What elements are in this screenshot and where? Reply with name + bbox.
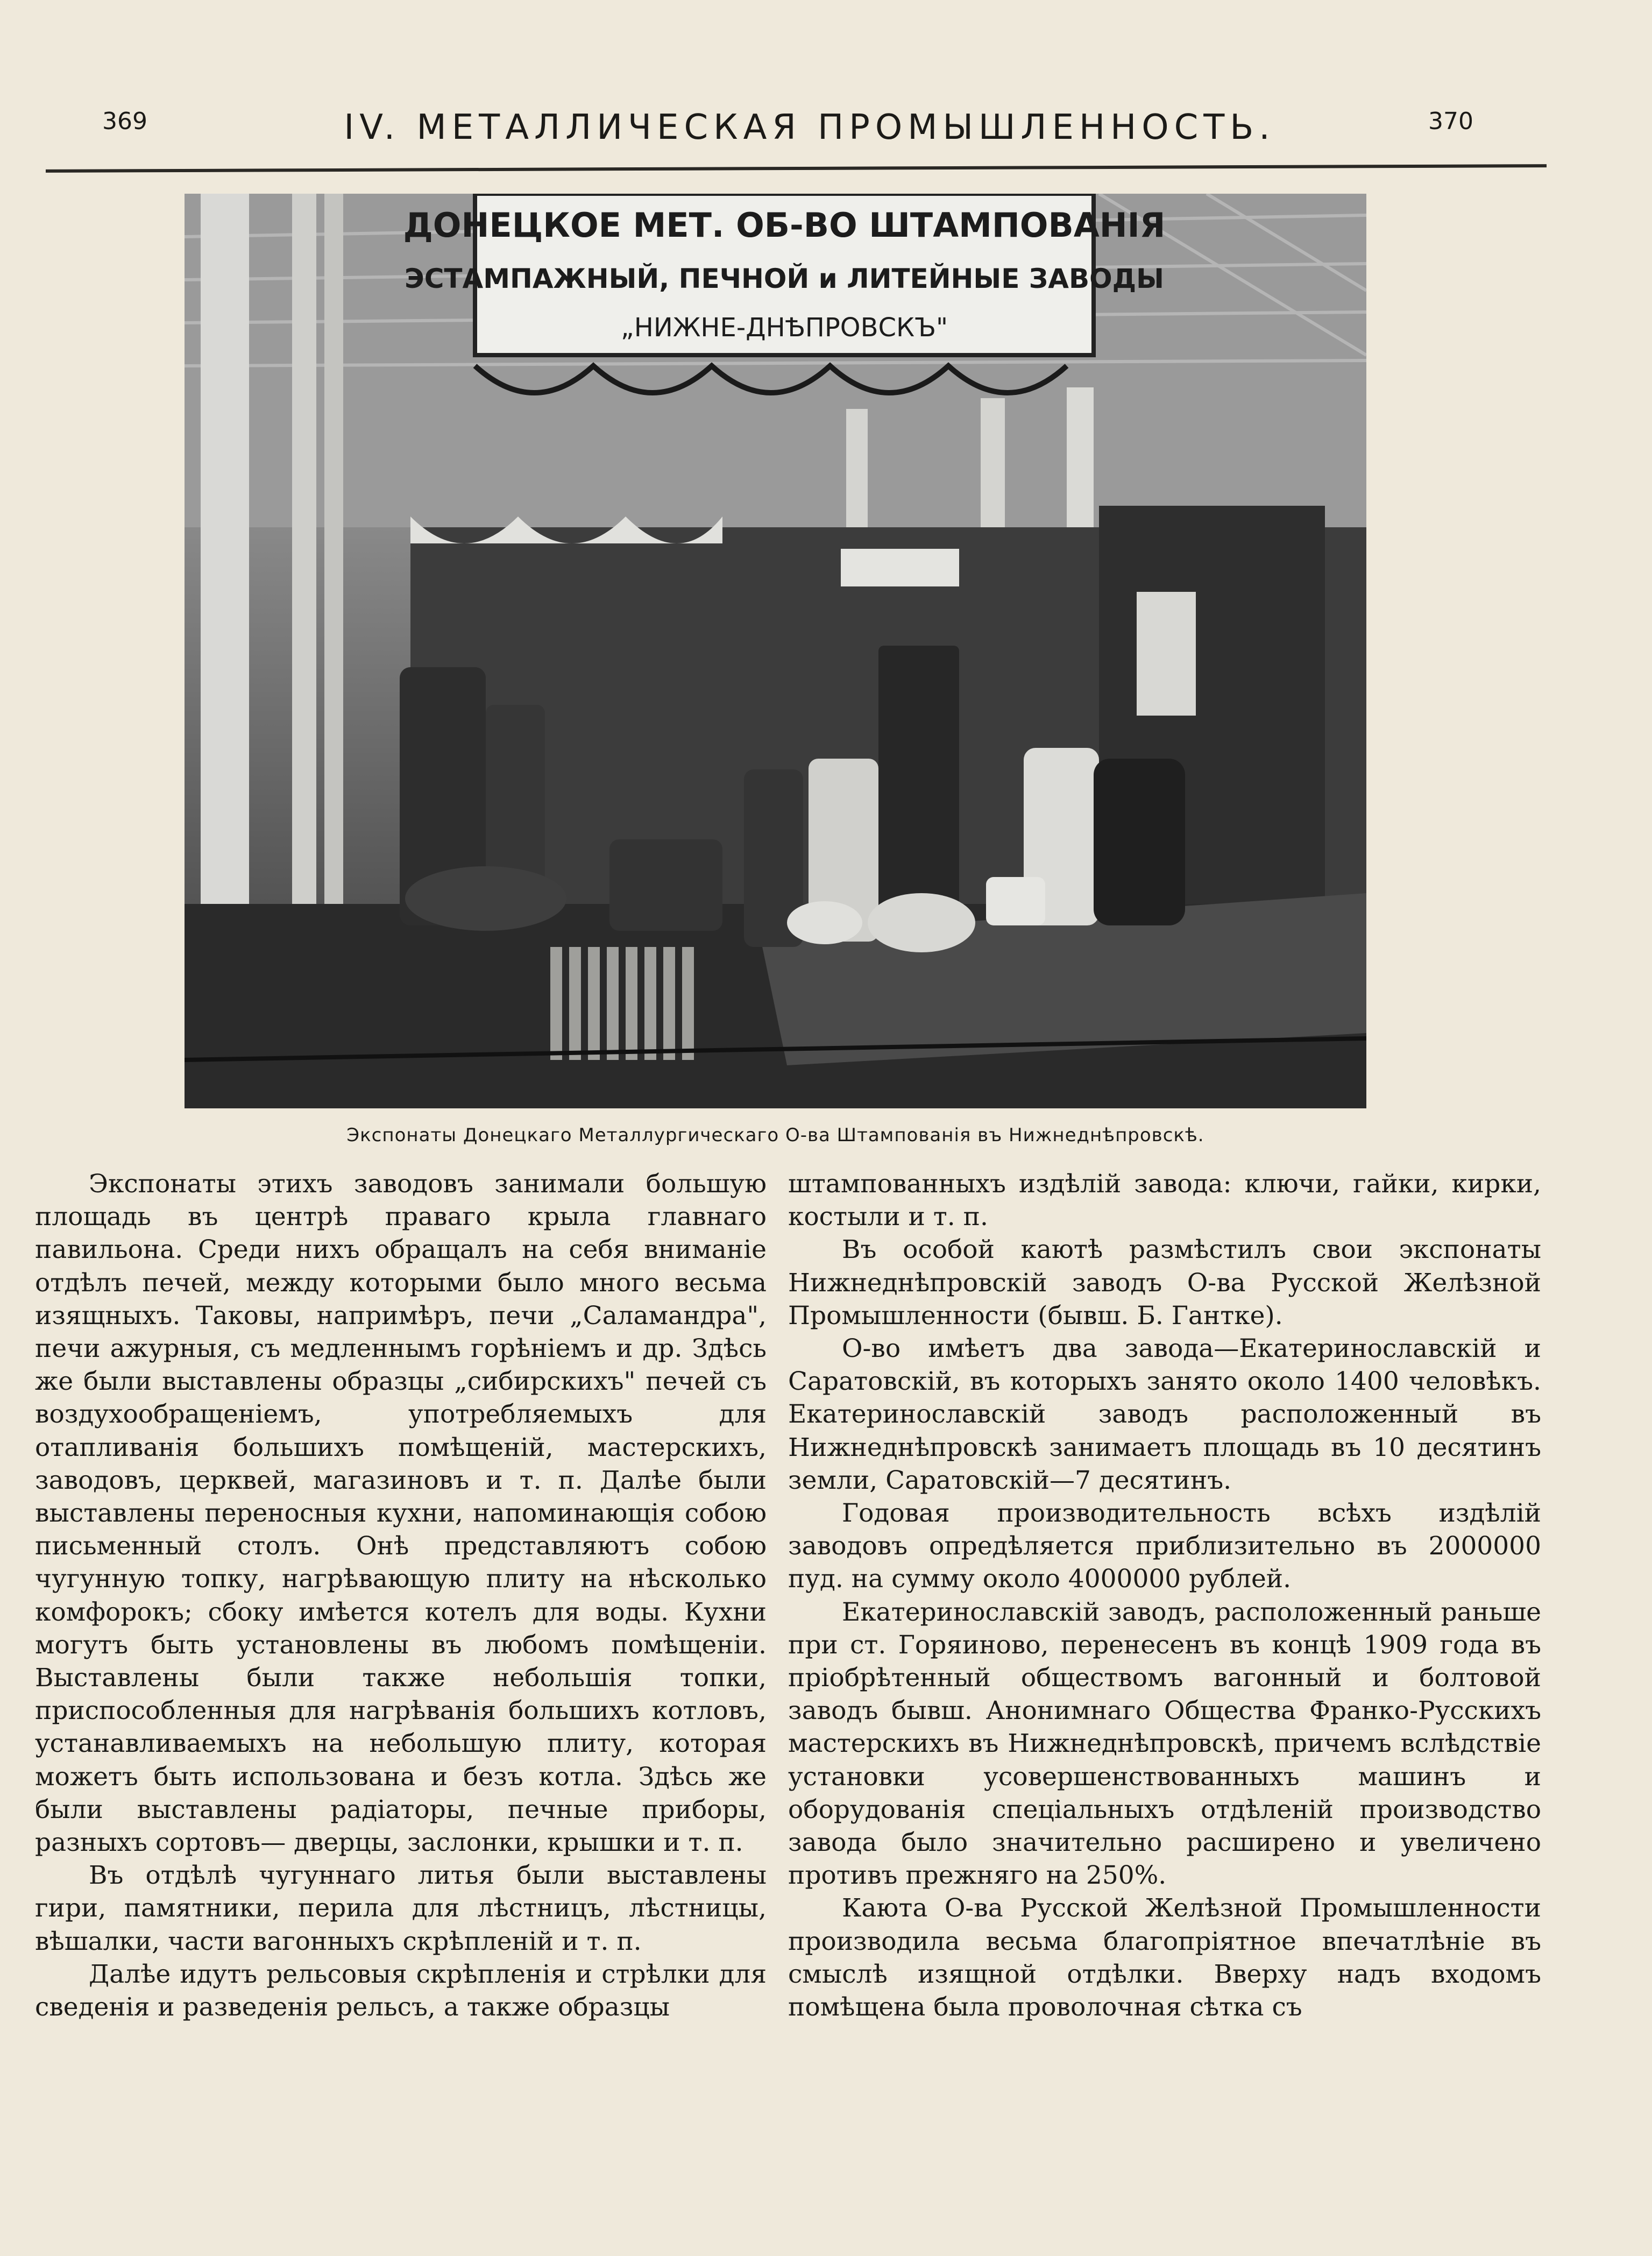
- sign-line-1: ДОНЕЦКОЕ МЕТ. ОБ-ВО ШТАМПОВАНІЯ: [403, 206, 1166, 245]
- white-bowl: [787, 901, 862, 944]
- samovar-stove: [1094, 759, 1185, 925]
- round-stove: [405, 866, 566, 931]
- sign-line-2: ЭСТАМПАЖНЫЙ, ПЕЧНОЙ и ЛИТЕЙНЫЕ ЗАВОДЫ: [405, 263, 1164, 294]
- page-header: [43, 108, 1549, 167]
- white-basin: [868, 893, 975, 952]
- paragraph: штампованныхъ издѣлій завода: ключи, гайки, кирки, костыли и т. п.: [788, 1169, 1541, 1232]
- paragraph: Далѣе идутъ рельсовыя скрѣпленія и стрѣлки для сведенія и разведенія рельсъ, а также образцы: [35, 1959, 767, 2022]
- paragraph: Годовая производительность всѣхъ издѣлій заводовъ опредѣляется приблизительно въ 2000000 пуд. на сумму около 4000000 рублей.: [788, 1498, 1541, 1594]
- photo-drawing: [185, 194, 1366, 1108]
- running-title: IV. МЕТАЛЛИЧЕСКАЯ ПРОМЫШЛЕННОСТЬ.: [344, 108, 1275, 147]
- paragraph: Въ отдѣлѣ чугуннаго литья были выставлены гири, памятники, перила для лѣстницъ, лѣстницы, вѣшалки, части вагонныхъ скрѣпленій и т. п.: [35, 1861, 767, 1956]
- photo-caption: Экспонаты Донецкаго Металлургическаго О-ва Штампованія въ Нижнеднѣпровскѣ.: [346, 1125, 1204, 1146]
- small-sign: [841, 549, 959, 586]
- booth-window: [1137, 592, 1196, 716]
- paragraph: Каюта О-ва Русской Желѣзной Промышленности производила весьма благопріятное впечатлѣніе въ смыслѣ изящной отдѣлки. Вверху надъ входомъ помѣщена была проволочная сѣтка съ: [788, 1893, 1541, 2022]
- pot: [609, 839, 722, 931]
- paragraph: Въ особой каютѣ размѣстилъ свои экспонаты Нижнеднѣпровскій заводъ О-ва Русской Желѣзной Промышленности (бывш. Б. Гантке).: [788, 1235, 1541, 1331]
- page-number-right: 370: [1428, 108, 1473, 135]
- paragraph: О-во имѣетъ два завода—Екатеринославскій и Саратовскій, въ которыхъ занято около 1400 человѣкъ. Екатеринославскій заводъ расположенный въ Нижнеднѣпровскѣ занимаетъ площадь въ 10 десятинъ земли, Саратовскій—7 десятинъ.: [788, 1334, 1541, 1495]
- sign-line-3: „НИЖНЕ-ДНѢПРОВСКЪ": [620, 313, 948, 343]
- white-pot: [986, 877, 1045, 925]
- paragraph: Экспонаты этихъ заводовъ занимали большую площадь въ центрѣ праваго крыла главнаго павильона. Среди нихъ обращалъ на себя вниманіе отдѣлъ печей, между которыми было много весьма изящныхъ. Таковы, напримѣръ, печи „Саламандра", печи ажурныя, съ медленнымъ горѣніемъ и др. Здѣсь же были выставлены образцы „сибирскихъ" печей съ воздухообращеніемъ, употребляемыхъ для отапливанія большихъ помѣщеній, мастерскихъ, заводовъ, церквей, магазиновъ и т. п. Далѣе были выставлены переносныя кухни, напоминающія собою письменный столъ. Онѣ представляютъ собою чугунную топку, нагрѣвающую плиту на нѣсколько комфорокъ; сбоку имѣется котелъ для воды. Кухни могутъ быть установлены въ любомъ помѣщеніи. Выставлены были также небольшія топки, приспособленныя для нагрѣванія большихъ котловъ, устанавливаемыхъ на небольшую плиту, которая можетъ быть использована и безъ котла. Здѣсь же были выставлены радіаторы, печные приборы, разныхъ сортовъ— дверцы, заслонки, крышки и т. п.: [35, 1169, 767, 1858]
- page-number-left: 369: [102, 108, 147, 135]
- pillar-2: [292, 194, 316, 1001]
- text-column-right: [788, 1168, 1541, 2024]
- exhibit-photograph: [185, 194, 1366, 1108]
- text-column-left: [35, 1168, 767, 2024]
- paragraph: Екатеринославскій заводъ, расположенный раньше при ст. Горяиново, перенесенъ въ концѣ 1909 года въ пріобрѣтенный обществомъ вагонный и болтовой заводъ бывш. Анонимнаго Общества Франко-Русскихъ мастерскихъ въ Нижнеднѣпровскѣ, причемъ вслѣдствіе установки усовершенствованныхъ машинъ и оборудованія спеціальныхъ отдѣленій производство завода было значительно расширено и увеличено противъ прежняго на 250%.: [788, 1597, 1541, 1891]
- pillar-3: [324, 194, 343, 947]
- ornate-stove: [878, 646, 959, 909]
